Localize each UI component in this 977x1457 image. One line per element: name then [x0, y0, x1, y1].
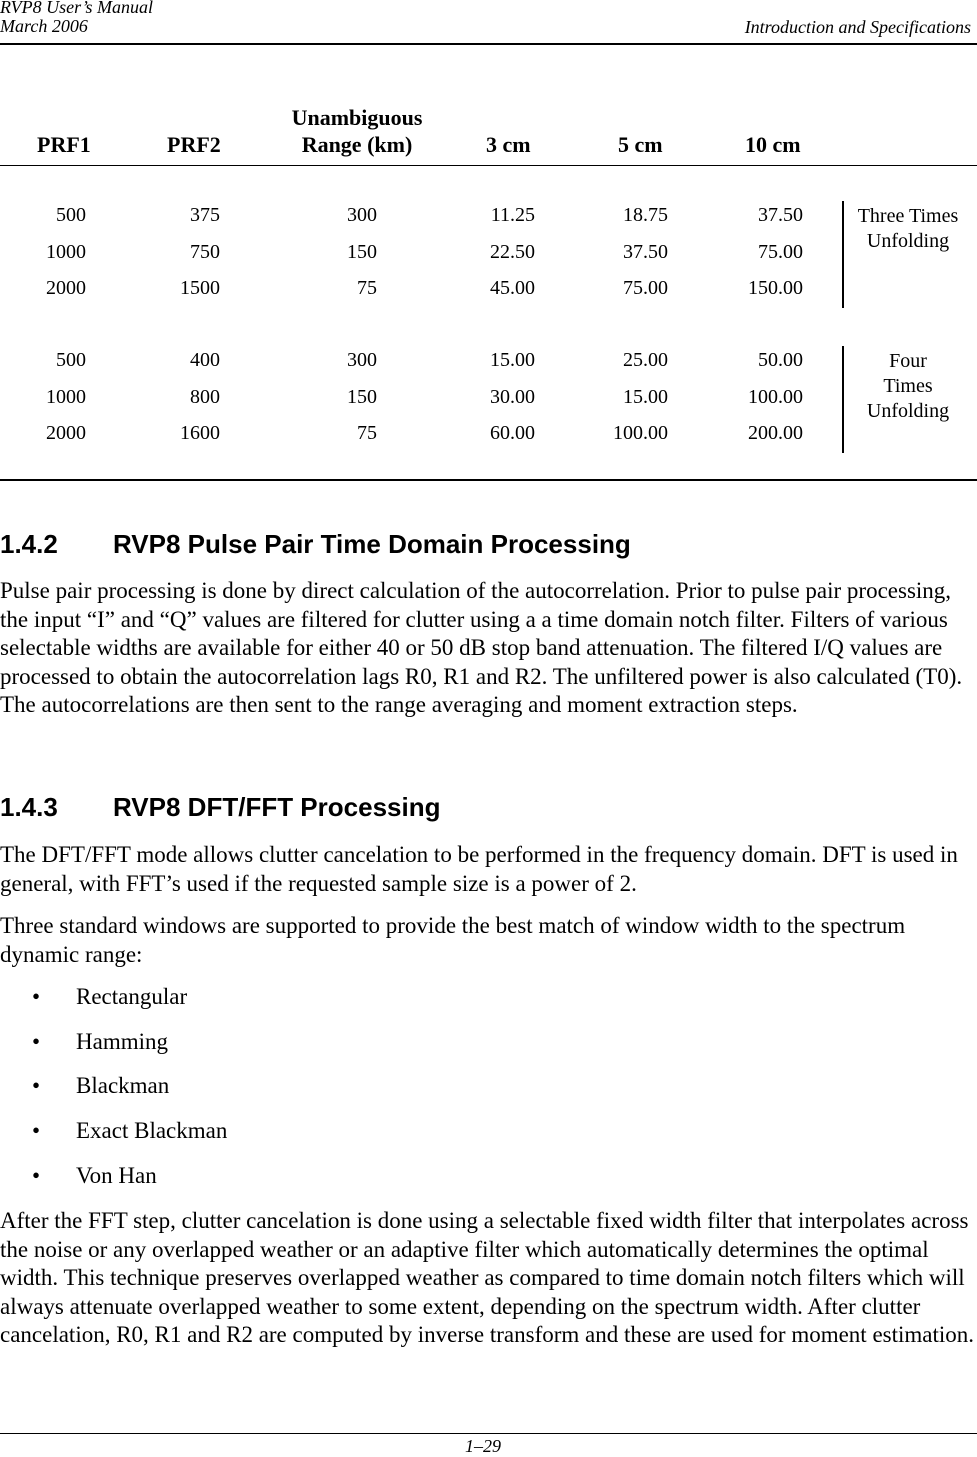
section-heading-143	[0, 792, 440, 823]
bullet-icon: •	[32, 984, 41, 1009]
table-cell-prf2: 750	[190, 240, 220, 263]
table-cell-3cm: 45.00	[490, 277, 535, 299]
table-cell-3cm: 22.50	[490, 240, 535, 263]
table-cell-prf2: 375	[190, 204, 220, 226]
header-rule	[0, 43, 977, 45]
note-line: Three Times	[857, 205, 959, 227]
table-cell-5cm: 15.00	[623, 385, 668, 408]
list-item: • Hamming	[32, 1029, 168, 1054]
table-cell-3cm: 15.00	[490, 349, 535, 371]
table-cell-5cm: 100.00	[613, 422, 668, 444]
col-header-5cm: 5 cm	[618, 132, 663, 157]
section-heading-142	[0, 529, 631, 560]
table-cell-10cm: 50.00	[758, 349, 803, 371]
table-cell-10cm: 150.00	[748, 277, 803, 299]
section-title-text: RVP8 Pulse Pair Time Domain Processing	[113, 529, 631, 559]
group-bracket-three	[842, 201, 844, 308]
manual-date: March 2006	[0, 16, 88, 36]
bullet-icon: •	[32, 1073, 41, 1098]
table-cell-5cm: 75.00	[623, 277, 668, 299]
col-header-range-line1: Unambiguous	[291, 105, 423, 130]
table-cell-prf1: 500	[56, 349, 86, 371]
table-cell-prf1: 1000	[46, 385, 86, 408]
bullet-icon: •	[32, 1029, 41, 1054]
prf-table	[0, 100, 977, 484]
table-cell-5cm: 25.00	[623, 349, 668, 371]
col-header-10cm: 10 cm	[745, 132, 801, 157]
table-cell-prf1: 500	[56, 204, 86, 226]
table-cell-range: 300	[347, 349, 377, 371]
table-cell-3cm: 30.00	[490, 385, 535, 408]
manual-title: RVP8 User’s Manual	[0, 0, 153, 17]
col-header-3cm: 3 cm	[486, 132, 531, 157]
paragraph: The DFT/FFT mode allows clutter cancelation to be performed in the frequency domain. DFT is used in general, with FFT’s used if the requested sample size is a power of 2.	[0, 842, 958, 896]
note-line: Times	[883, 375, 933, 397]
table-cell-prf2: 1500	[180, 277, 220, 299]
paragraph: Pulse pair processing is done by direct calculation of the autocorrelation. Prior to pulse pair processing, the input “I” and “Q” values are filtered for clutter using a a time domain notch filter. Filters of various selectable widths are available for either 40 or 50 dB stop band attenuation. The filtered I/Q values are processed to obtain the autocorrelation lags R0, R1 and R2. The unfiltered power is also calculated (T0). The autocorrelations are then sent to the range averaging and moment extraction steps.	[0, 578, 963, 718]
section-number: 1.4.2	[0, 529, 58, 559]
note-line: Four	[889, 350, 927, 372]
note-four-times	[846, 349, 970, 424]
paragraph: Three standard windows are supported to provide the best match of window width to the spectrum dynamic range:	[0, 913, 906, 967]
table-cell-range: 75	[357, 422, 377, 444]
note-three-times	[846, 204, 970, 254]
page-header	[0, 0, 977, 44]
note-line: Unfolding	[866, 400, 950, 422]
note-line: Unfolding	[866, 230, 950, 252]
list-item: • Rectangular	[32, 984, 188, 1009]
table-cell-prf1: 2000	[46, 277, 86, 299]
table-cell-10cm: 100.00	[748, 385, 803, 408]
table-cell-range: 300	[347, 204, 377, 226]
table-cell-range: 150	[347, 385, 377, 408]
table-cell-10cm: 200.00	[748, 422, 803, 444]
section-title-text: RVP8 DFT/FFT Processing	[113, 792, 441, 822]
group-bracket-four	[842, 346, 844, 453]
col-header-prf1: PRF1	[37, 132, 91, 157]
header-left	[0, 0, 153, 36]
list-item: • Exact Blackman	[32, 1118, 228, 1143]
table-cell-prf1: 2000	[46, 422, 86, 444]
bullet-icon: •	[32, 1163, 41, 1188]
bullet-icon: •	[32, 1118, 41, 1143]
col-header-prf2: PRF2	[167, 132, 221, 157]
table-cell-10cm: 37.50	[758, 204, 803, 226]
table-cell-prf2: 1600	[180, 422, 220, 444]
section-number: 1.4.3	[0, 792, 58, 822]
table-bottom-rule	[0, 479, 977, 481]
table-cell-range: 75	[357, 277, 377, 299]
list-item: • Von Han	[32, 1163, 157, 1188]
list-item: • Blackman	[32, 1073, 170, 1098]
table-cell-10cm: 75.00	[758, 240, 803, 263]
table-cell-3cm: 60.00	[490, 422, 535, 444]
table-cell-5cm: 18.75	[623, 204, 668, 226]
table-cell-prf1: 1000	[46, 240, 86, 263]
table-cell-3cm: 11.25	[490, 204, 535, 226]
table-header-rule	[0, 165, 977, 166]
table-cell-prf2: 400	[190, 349, 220, 371]
table-cell-5cm: 37.50	[623, 240, 668, 263]
paragraph: After the FFT step, clutter cancelation is done using a selectable fixed width filter that interpolates across the noise or any overlapped weather or an adaptive filter which automatically determines the optimal width. This technique preserves overlapped weather as compared to time domain notch filters which will always attenuate overlapped weather to some extent, depending on the spectrum width. After clutter cancelation, R0, R1 and R2 are computed by inverse transform and these are used for moment estimation.	[0, 1208, 975, 1348]
table-cell-prf2: 800	[190, 385, 220, 408]
section-title: Introduction and Specifications	[744, 17, 971, 37]
col-header-range-line2: Range (km)	[301, 132, 413, 157]
page-number: 1–29	[465, 1436, 501, 1456]
table-cell-range: 150	[347, 240, 377, 263]
footer-rule	[0, 1433, 977, 1434]
